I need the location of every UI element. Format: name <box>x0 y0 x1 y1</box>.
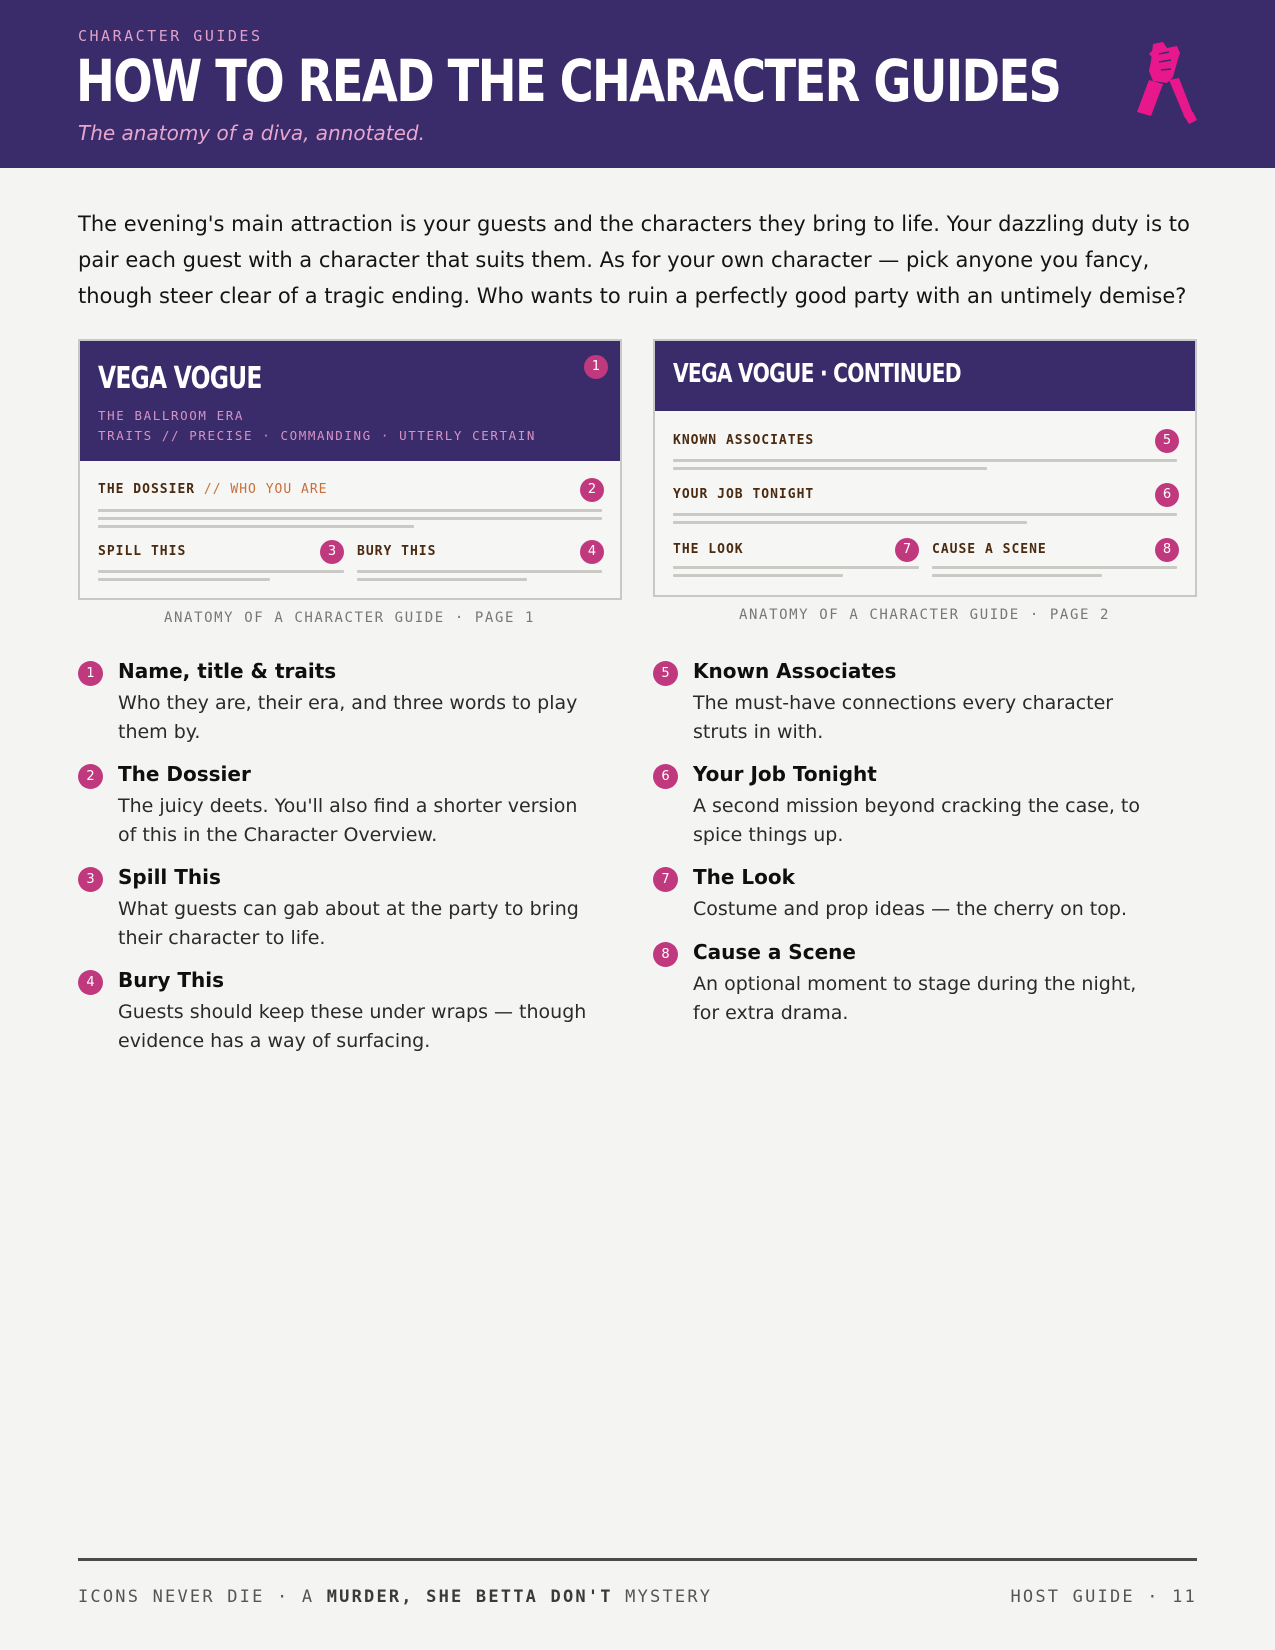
placeholder-line <box>673 467 987 470</box>
page-number: HOST GUIDE · 11 <box>1010 1587 1197 1607</box>
placeholder-line <box>673 574 843 577</box>
dossier-label-text: THE DOSSIER <box>98 482 196 497</box>
legend-description: Costume and prop ideas — the cherry on top. <box>693 898 1127 920</box>
legend-description: What guests can gab about at the party to bring their character to life. <box>118 898 579 949</box>
dossier-label <box>98 482 328 497</box>
footer-prefix: ICONS NEVER DIE · A <box>78 1587 315 1607</box>
placeholder-line <box>673 521 1027 524</box>
section-eyebrow: CHARACTER GUIDES <box>78 27 263 45</box>
legend-badge: 8 <box>653 942 678 967</box>
dossier-label-accent: // WHO YOU ARE <box>203 482 328 497</box>
legend-title: Bury This <box>118 968 224 992</box>
callout-badge-8: 8 <box>1155 538 1179 562</box>
callout-badge-3: 3 <box>320 540 344 564</box>
legend-badge: 6 <box>653 764 678 789</box>
legend-title: Name, title & traits <box>118 659 337 683</box>
callout-badge-5: 5 <box>1155 429 1179 453</box>
character-era: THE BALLROOM ERA <box>98 408 245 423</box>
card-header <box>80 341 620 461</box>
placeholder-line <box>673 513 1177 516</box>
bury-this-label: BURY THIS <box>357 544 437 559</box>
callout-badge-4: 4 <box>580 540 604 564</box>
legend-title: The Look <box>693 865 795 889</box>
legend-title: Known Associates <box>693 659 897 683</box>
footer-suffix: MYSTERY <box>625 1587 713 1607</box>
character-traits: TRAITS // PRECISE · COMMANDING · UTTERLY CERTAIN <box>98 428 537 443</box>
legend-title: Your Job Tonight <box>693 762 877 786</box>
legend-badge: 1 <box>78 661 103 686</box>
legend-title: Cause a Scene <box>693 940 856 964</box>
legend-description: The juicy deets. You'll also find a shorter version of this in the Character Overview. <box>118 795 578 846</box>
placeholder-line <box>357 578 527 581</box>
placeholder-line <box>932 574 1102 577</box>
placeholder-line <box>673 566 919 569</box>
placeholder-line <box>98 525 414 528</box>
legend-title: The Dossier <box>118 762 251 786</box>
raised-fist-microphone-icon <box>1125 40 1203 126</box>
card-header <box>655 341 1195 411</box>
legend-badge: 7 <box>653 867 678 892</box>
footer-brand: MURDER, SHE BETTA DON'T <box>326 1587 613 1607</box>
page-header <box>0 0 1275 168</box>
card-1-caption: ANATOMY OF A CHARACTER GUIDE · PAGE 1 <box>164 610 536 626</box>
placeholder-line <box>98 578 270 581</box>
cause-a-scene-label: CAUSE A SCENE <box>932 542 1047 557</box>
legend-badge: 3 <box>78 867 103 892</box>
placeholder-line <box>98 517 602 520</box>
footer-rule <box>78 1558 1197 1561</box>
placeholder-line <box>98 570 344 573</box>
character-name: VEGA VOGUE <box>98 361 262 396</box>
placeholder-line <box>98 509 602 512</box>
legend-description: Guests should keep these under wraps — though evidence has a way of surfacing. <box>118 1001 587 1052</box>
spill-this-label: SPILL THIS <box>98 544 187 559</box>
placeholder-line <box>673 459 1177 462</box>
legend-title: Spill This <box>118 865 221 889</box>
known-associates-label: KNOWN ASSOCIATES <box>673 433 815 448</box>
intro-paragraph: The evening's main attraction is your guests and the characters they bring to life. Your dazzling duty is to pair each guest with a character that suits them. As for your own character — pick anyone you fancy, though steer clear of a tragic ending. Who wants to ruin a perfectly good party with an untimely demise? <box>78 212 1190 308</box>
callout-badge-7: 7 <box>895 538 919 562</box>
legend-badge: 4 <box>78 970 103 995</box>
callout-badge-1: 1 <box>584 355 608 379</box>
legend-description: An optional moment to stage during the night, for extra drama. <box>693 973 1137 1024</box>
placeholder-line <box>932 566 1177 569</box>
your-job-tonight-label: YOUR JOB TONIGHT <box>673 487 815 502</box>
footer-series-title <box>78 1587 712 1607</box>
legend-description: Who they are, their era, and three words to play them by. <box>118 692 578 743</box>
legend-description: The must-have connections every character struts in with. <box>693 692 1114 743</box>
legend-badge: 5 <box>653 661 678 686</box>
page-title: HOW TO READ THE CHARACTER GUIDES <box>76 47 1061 115</box>
the-look-label: THE LOOK <box>673 542 744 557</box>
character-name-continued: VEGA VOGUE · CONTINUED <box>673 359 961 389</box>
callout-badge-2: 2 <box>580 478 604 502</box>
character-guide-page-2-mockup <box>653 339 1197 597</box>
legend-description: A second mission beyond cracking the case, to spice things up. <box>693 795 1140 846</box>
card-2-caption: ANATOMY OF A CHARACTER GUIDE · PAGE 2 <box>739 607 1111 623</box>
legend-badge: 2 <box>78 764 103 789</box>
callout-badge-6: 6 <box>1155 483 1179 507</box>
page-subtitle: The anatomy of a diva, annotated. <box>78 121 425 145</box>
character-guide-page-1-mockup <box>78 339 622 600</box>
placeholder-line <box>357 570 602 573</box>
